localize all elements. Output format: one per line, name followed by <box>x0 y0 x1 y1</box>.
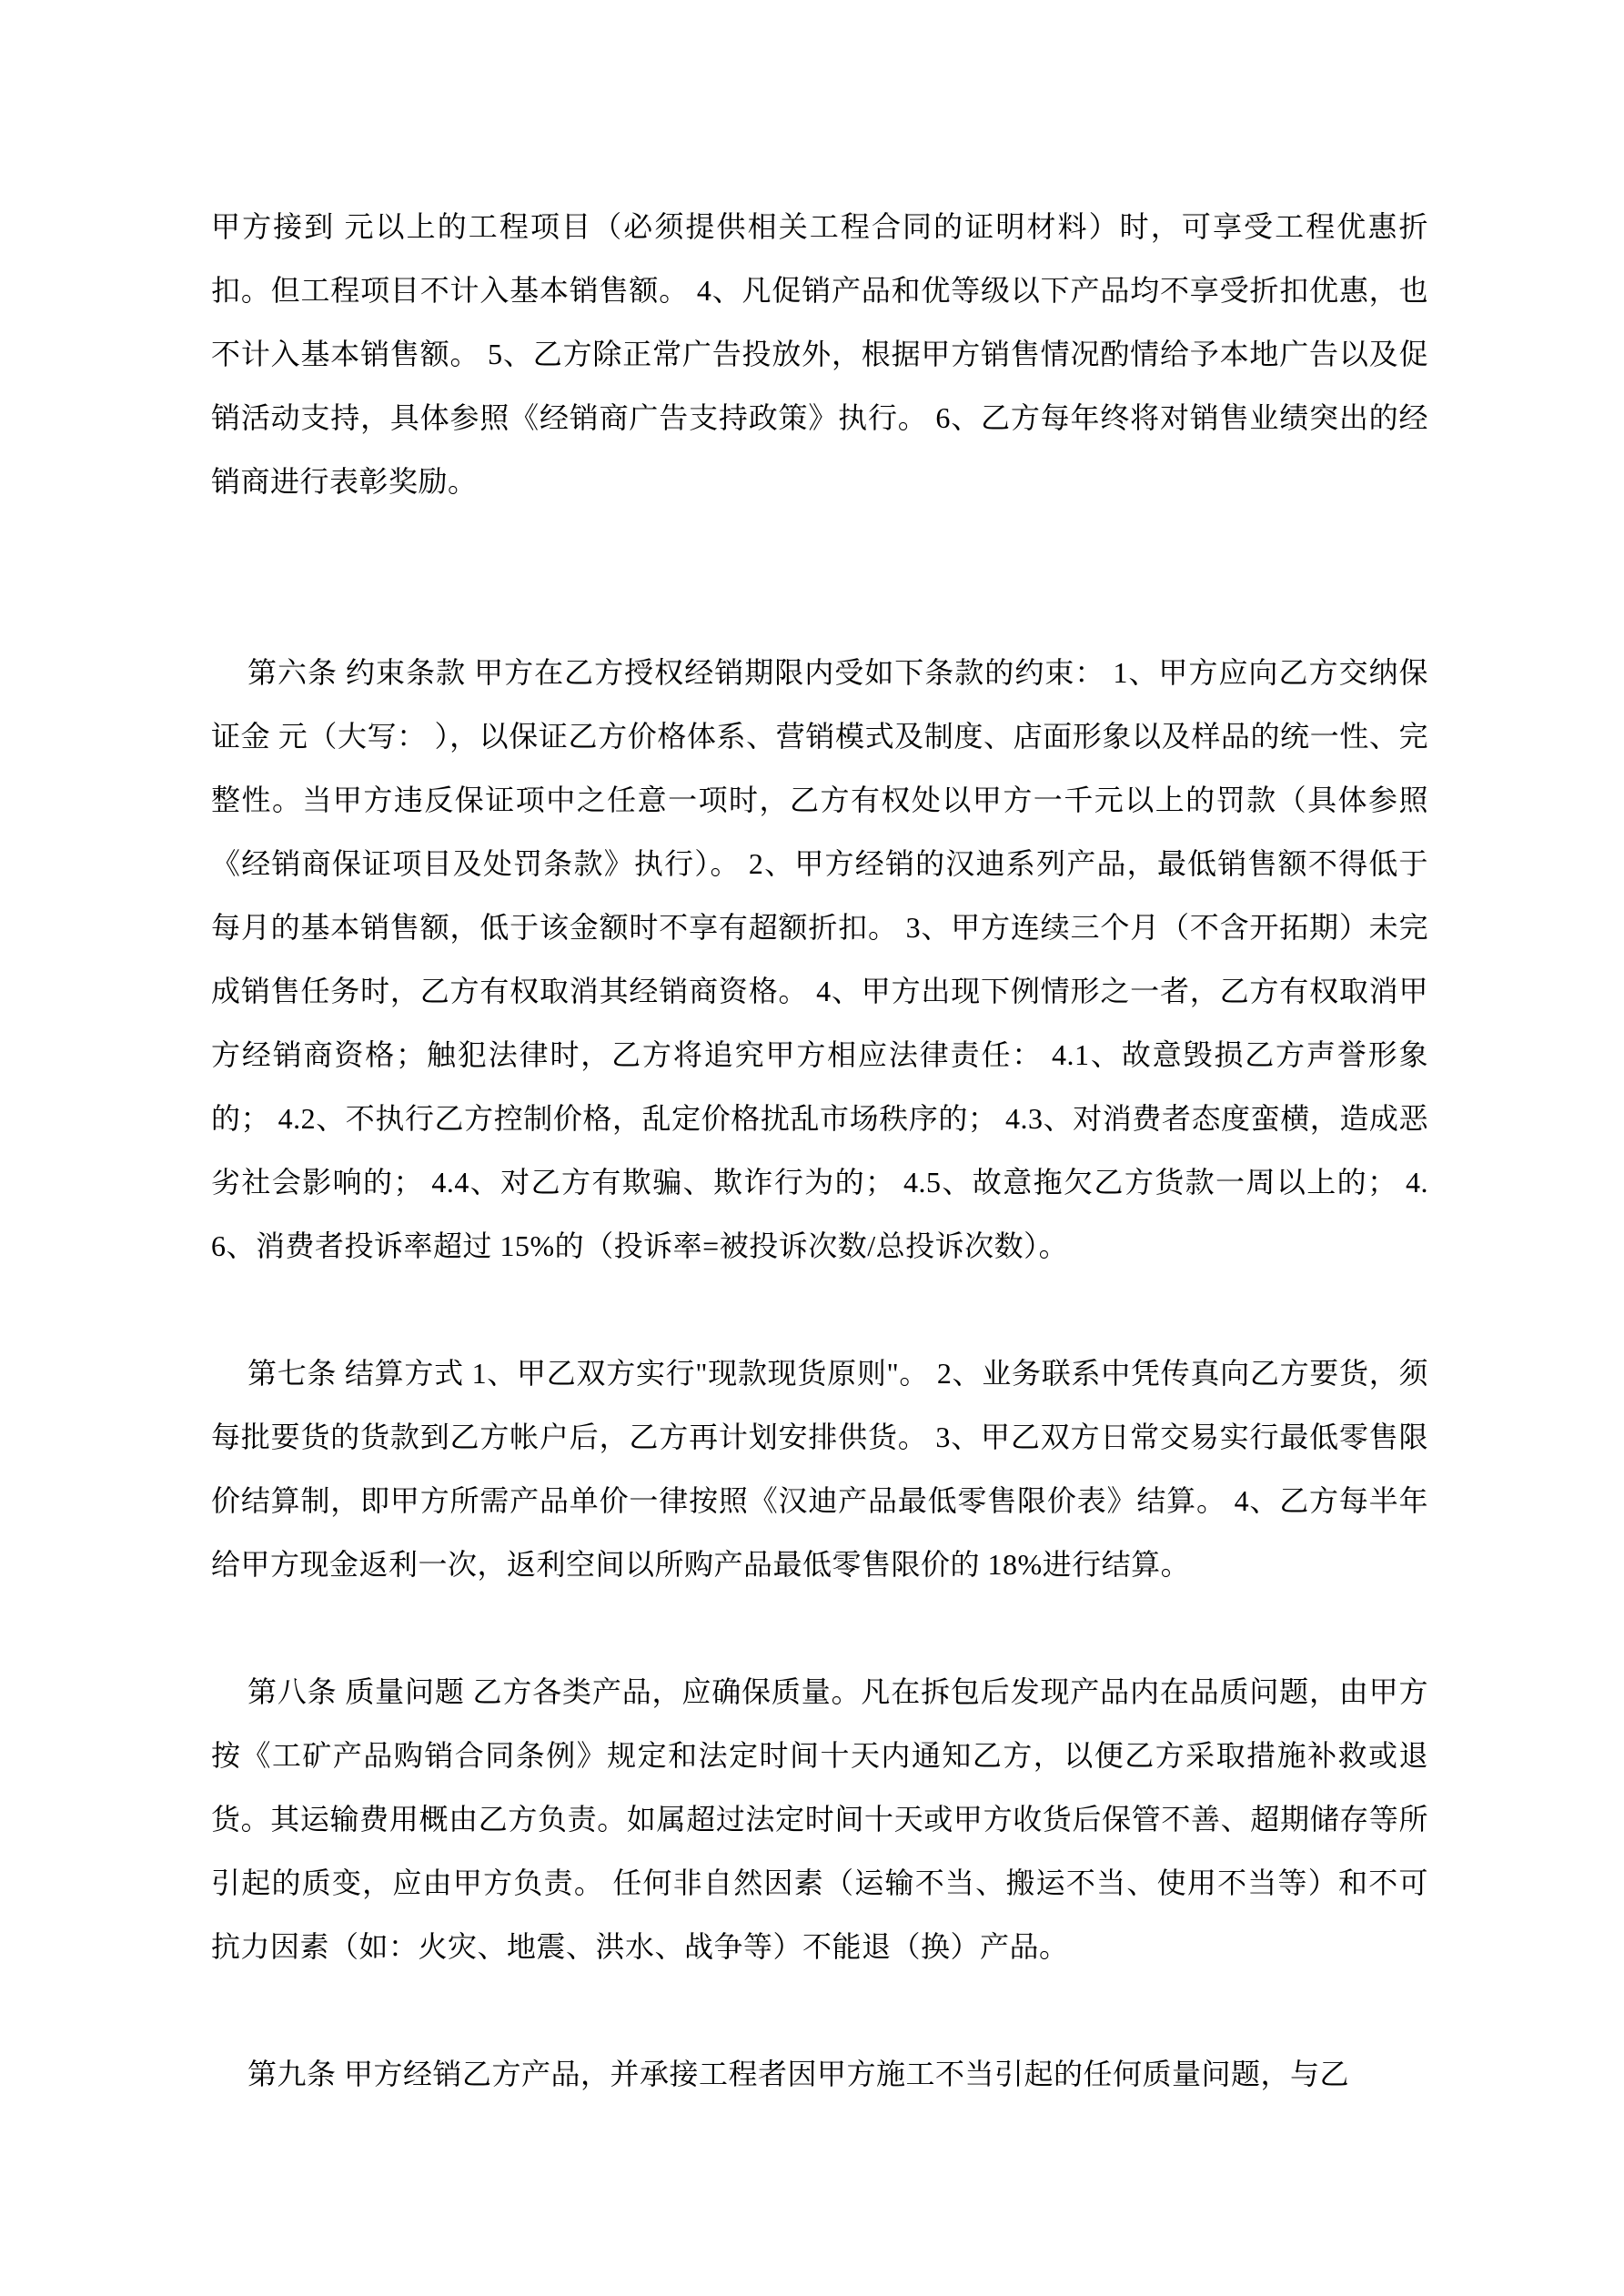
contract-paragraph-article-8: 第八条 质量问题 乙方各类产品，应确保质量。凡在拆包后发现产品内在品质问题，由甲方按《工矿产品购销合同条例》规定和法定时间十天内通知乙方，以便乙方采取措施补救或退货。其运输费用概由乙方负责。如属超过法定时间十天或甲方收货后保管不善、超期储存等所引起的质变，应由甲方负责。 任何非自然因素（运输不当、搬运不当、使用不当等）和不可抗力因素（如：火灾、地震、洪水、战争等）不能退（换）产品。 <box>211 1675 1428 1963</box>
contract-paragraph-continuation: 甲方接到 元以上的工程项目（必须提供相关工程合同的证明材料）时，可享受工程优惠折扣。但工程项目不计入基本销售额。 4、凡促销产品和优等级以下产品均不享受折扣优惠，也不计入基本销售额。 5、乙方除正常广告投放外，根据甲方销售情况酌情给予本地广告以及促销活动支持，具体参照《经销商广告支持政策》执行。 6、乙方每年终将对销售业绩突出的经销商进行表彰奖励。 <box>211 210 1428 498</box>
contract-paragraph-article-6: 第六条 约束条款 甲方在乙方授权经销期限内受如下条款的约束： 1、甲方应向乙方交纳保证金 元（大写： ），以保证乙方价格体系、营销模式及制度、店面形象以及样品的统一性、完整性。当甲方违反保证项中之任意一项时，乙方有权处以甲方一千元以上的罚款（具体参照《经销商保证项目及处罚条款》执行）。 2、甲方经销的汉迪系列产品，最低销售额不得低于每月的基本销售额，低于该金额时不享有超额折扣。 3、甲方连续三个月（不含开拓期）未完成销售任务时，乙方有权取消其经销商资格。 4、甲方出现下例情形之一者，乙方有权取消甲方经销商资格；触犯法律时，乙方将追究甲方相应法律责任： 4.1、故意毁损乙方声誉形象的； 4.2、不执行乙方控制价格，乱定价格扰乱市场秩序的； 4.3、对消费者态度蛮横，造成恶劣社会影响的； 4.4、对乙方有欺骗、欺诈行为的； 4.5、故意拖欠乙方货款一周以上的； 4.6、消费者投诉率超过 15%的（投诉率=被投诉次数/总投诉次数）。 <box>211 656 1428 1262</box>
contract-paragraph-article-7: 第七条 结算方式 1、甲乙双方实行"现款现货原则"。 2、业务联系中凭传真向乙方要货，须每批要货的货款到乙方帐户后，乙方再计划安排供货。 3、甲乙双方日常交易实行最低零售限价结算制，即甲方所需产品单价一律按照《汉迪产品最低零售限价表》结算。 4、乙方每半年给甲方现金返利一次，返利空间以所购产品最低零售限价的 18%进行结算。 <box>211 1357 1428 1581</box>
contract-paragraph-article-9: 第九条 甲方经销乙方产品，并承接工程者因甲方施工不当引起的任何质量问题，与乙 <box>247 2058 1350 2090</box>
